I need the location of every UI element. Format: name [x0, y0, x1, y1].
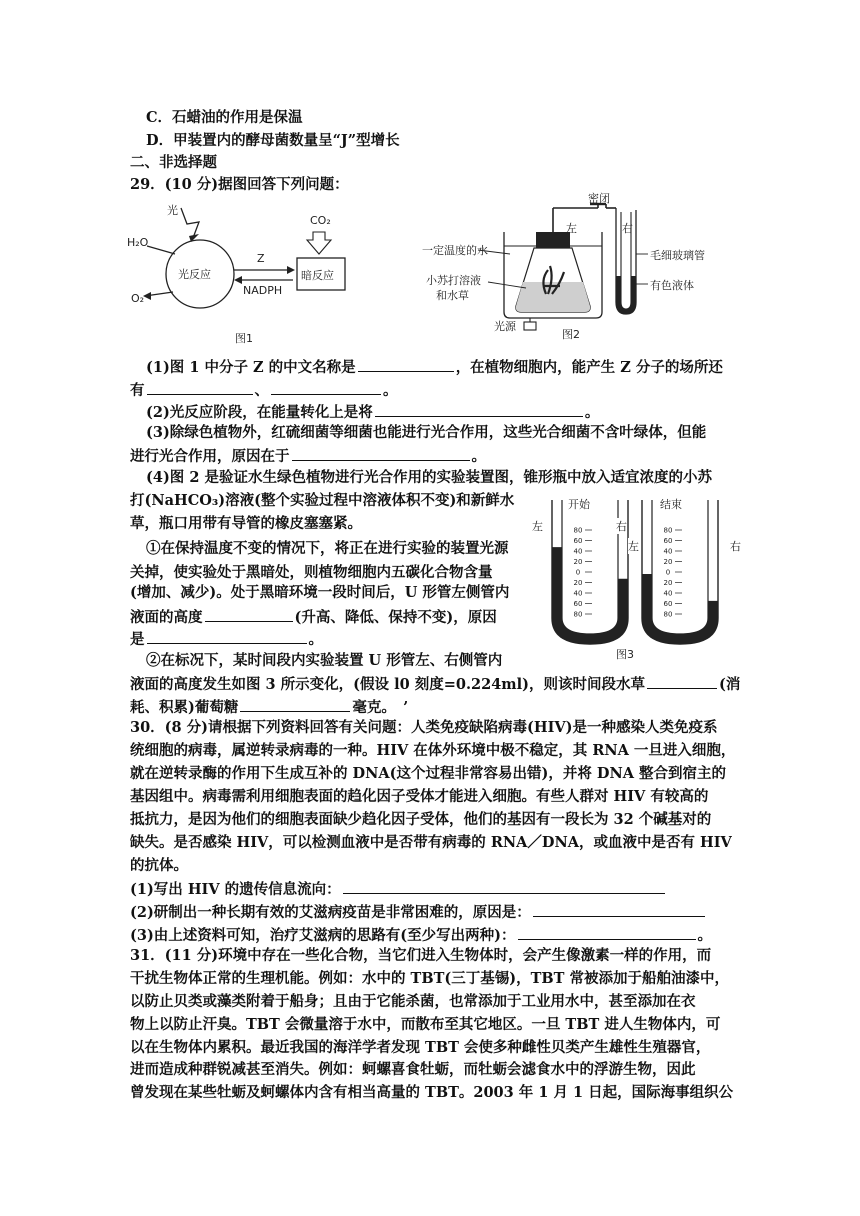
- q30-question2: (2)研制出一种长期有效的艾滋病疫苗是非常困难的，原因是：: [130, 901, 707, 923]
- fig3-start-scale: [574, 527, 592, 619]
- fig1-dark-reaction-label: 暗反应: [301, 269, 334, 282]
- fig3-caption: 图3: [616, 648, 634, 661]
- q31-line1: 31．(11 分)环境中存在一些化合物，当它们进入生物体时，会产生像激素一样的作用，而: [130, 947, 712, 964]
- fig3-tick-label: 80: [663, 610, 673, 619]
- figure-2: [420, 190, 720, 346]
- q29-part4-line1: (4)图 2 是验证水生绿色植物进行光合作用的实验装置图，锥形瓶中放入适宜浓度的小苏: [146, 469, 712, 486]
- q31-line7: 曾发现在某些牡蛎及蚵螺体内含有相当高量的 TBT。2003 年 1 月 1 日起，国际海事组织公: [130, 1084, 734, 1101]
- fig1-o2-label: O₂: [131, 292, 145, 305]
- fig2-solution-label-1: 小苏打溶液: [426, 274, 481, 287]
- fig2-tube-label: 毛细玻璃管: [650, 249, 705, 262]
- q29-part5-line4: 液面的高度 (升高、降低、保持不变)，原因: [130, 606, 497, 628]
- fig3-tick-label: 20: [573, 558, 583, 566]
- fig2-liquid-label: 有色液体: [650, 279, 694, 292]
- fig3-tick-label: 60: [573, 537, 583, 545]
- fig3-start-right-label: 右: [616, 520, 627, 533]
- fig2-solution-label-2: 和水草: [436, 289, 469, 302]
- fig2-water-label: 一定温度的水: [422, 244, 488, 257]
- q30-line3: 就在逆转录酶的作用下生成互补的 DNA(这个过程非常容易出错)，并将 DNA 整合到宿主的: [130, 765, 727, 782]
- fig3-tick-label: 0: [665, 568, 671, 577]
- q30-line1: 30．(8 分)请根据下列资料回答有关问题：人类免疫缺陷病毒(HIV)是一种感染人类免疫系: [130, 719, 718, 736]
- fig1-light-label: 光: [167, 204, 178, 217]
- blank-site-1[interactable]: [147, 379, 253, 395]
- fig3-tick-label: 40: [573, 547, 583, 556]
- q29-part3-line1: (3)除绿色植物外，红硫细菌等细菌也能进行光合作用，这些光合细菌不含叶绿体，但能: [146, 424, 707, 441]
- fig3-tick-label: 80: [573, 610, 583, 619]
- q29-part6-line3: 耗、积累)葡萄糖 毫克。 ’: [130, 696, 408, 718]
- fig3-tick-label: 80: [663, 526, 673, 535]
- fig1-h2o-label: H₂O: [127, 236, 149, 249]
- fig3-tick-label: 20: [663, 579, 673, 587]
- section-title: 二、非选择题: [130, 154, 217, 171]
- option-c: C．石蜡油的作用是保温: [146, 109, 303, 126]
- fig3-end-left-label: 左: [628, 540, 639, 553]
- q29-part5-line2: 关掉，使实验处于黑暗处，则植物细胞内五碳化合物含量: [130, 564, 493, 581]
- fig3-tick-label: 60: [663, 537, 673, 545]
- fig3-tick-label: 60: [573, 600, 583, 608]
- blank-energy[interactable]: [375, 401, 583, 417]
- q31-line2: 干扰生物体正常的生理机能。例如：水中的 TBT(三丁基锡)，TBT 常被添加于船舶油漆中，: [130, 970, 729, 987]
- q30-question1: (1)写出 HIV 的遗传信息流向：: [130, 878, 667, 900]
- q30-line2: 统细胞的病毒，属逆转录病毒的一种。HIV 在体外环境中极不稳定，其 RNA 一旦进入细胞，: [130, 742, 736, 759]
- fig3-tick-label: 40: [663, 589, 673, 598]
- blank-treatment[interactable]: [518, 924, 696, 940]
- q31-line6: 进而造成种群锐减甚至消失。例如：蚵螺喜食牡蛎，而牡蛎会滤食水中的浮游生物，因此: [130, 1061, 696, 1078]
- fig3-tick-label: 40: [663, 547, 673, 556]
- q30-line4: 基因组中。病毒需利用细胞表面的趋化因子受体才能进入细胞。有些人群对 HIV 有较高的: [130, 788, 709, 805]
- q31-line5: 以在生物体内累积。最近我国的海洋学者发现 TBT 会使多种雌性贝类产生雄性生殖器官，: [130, 1039, 711, 1056]
- blank-vaccine-reason[interactable]: [533, 901, 705, 917]
- fig3-end-right-label: 右: [730, 540, 741, 553]
- fig3-tick-label: 20: [573, 579, 583, 587]
- fig2-light-source-label: 光源: [494, 320, 516, 333]
- fig1-caption: 图1: [235, 332, 253, 345]
- blank-level-reason[interactable]: [147, 628, 307, 644]
- q30-line7: 的抗体。: [130, 857, 188, 874]
- q29-part6-line1: ②在标况下，某时间段内实验装置 U 形管左、右侧管内: [146, 652, 503, 669]
- fig2-left-label: 左: [566, 222, 577, 235]
- q29-part1-line1: (1)图 1 中分子 Z 的中文名称是 ，在植物细胞内，能产生 Z 分子的场所还: [146, 356, 723, 378]
- blank-site-2[interactable]: [271, 379, 381, 395]
- q30-line5: 抵抗力，是因为他们的细胞表面缺少趋化因子受体，他们的基因有一段长为 32 个碱基对的: [130, 811, 712, 828]
- figure-1: [125, 198, 370, 346]
- blank-consume-accumulate[interactable]: [647, 673, 717, 689]
- fig2-right-label: 右: [622, 222, 633, 235]
- fig2-caption: 图2: [562, 328, 580, 341]
- q29-title: 29．(10 分)据图回答下列问题：: [130, 176, 349, 193]
- q29-part4-line3: 草，瓶口用带有导管的橡皮塞塞紧。: [130, 515, 362, 532]
- blank-level[interactable]: [205, 606, 293, 622]
- q31-line3: 以防止贝类或藻类附着于船身；且由于它能杀菌，也常添加于工业用水中，甚至添加在衣: [130, 993, 696, 1010]
- fig3-tick-label: 60: [663, 600, 673, 608]
- figure-3-u-tubes: [528, 496, 746, 660]
- fig3-tick-label: 80: [573, 526, 583, 535]
- q29-part5-line3: (增加、减少)。处于黑暗环境一段时间后，U 形管左侧管内: [130, 584, 510, 601]
- fig2-sealed-label: 密闭: [588, 192, 610, 205]
- blank-hiv-flow[interactable]: [343, 878, 665, 894]
- q30-question3: (3)由上述资料可知，治疗艾滋病的思路有(至少写出两种)： 。: [130, 924, 712, 946]
- q29-part5-line5: 是 。: [130, 628, 323, 650]
- fig1-z-label: Z: [257, 252, 265, 265]
- q29-part2: (2)光反应阶段，在能量转化上是将 。: [146, 401, 599, 423]
- figure-2-apparatus: [420, 190, 720, 346]
- fig1-nadph-label: NADPH: [243, 284, 283, 297]
- fig1-light-reaction-label: 光反应: [178, 268, 211, 281]
- fig1-co2-label: CO₂: [310, 214, 331, 227]
- fig3-tick-label: 20: [663, 558, 673, 566]
- fig3-tick-label: 40: [573, 589, 583, 598]
- q29-part4-line2: 打(NaHCO₃)溶液(整个实验过程中溶液体积不变)和新鲜水: [130, 492, 515, 509]
- q29-part3-line2: 进行光合作用，原因在于 。: [130, 445, 486, 467]
- fig3-start-left-label: 左: [532, 520, 543, 533]
- q29-part5-line1: ①在保持温度不变的情况下，将正在进行实验的装置光源: [146, 540, 509, 557]
- q29-part6-line2: 液面的高度发生如图 3 所示变化，(假设 l0 刻度=0.224ml)，则该时间段水草 (消: [130, 673, 740, 695]
- q30-line6: 缺失。是否感染 HIV，可以检测血液中是否带有病毒的 RNA／DNA，或血液中是否有 HIV: [130, 834, 732, 851]
- fig3-start-label: 开始: [568, 498, 590, 511]
- blank-glucose-mg[interactable]: [240, 696, 350, 712]
- blank-z-name[interactable]: [358, 356, 454, 372]
- fig3-end-scale: [664, 527, 682, 619]
- q29-part1-line2: 有 、 。: [130, 379, 398, 401]
- fig3-tick-label: 0: [575, 568, 581, 577]
- blank-reason[interactable]: [292, 445, 470, 461]
- figure-3: [528, 496, 746, 660]
- q31-line4: 物上以防止汗臭。TBT 会微量溶于水中，而散布至其它地区。一旦 TBT 进人生物体内，可: [130, 1016, 721, 1033]
- fig3-end-label: 结束: [660, 498, 682, 511]
- option-d: D．甲装置内的酵母菌数量呈“J”型增长: [146, 132, 400, 149]
